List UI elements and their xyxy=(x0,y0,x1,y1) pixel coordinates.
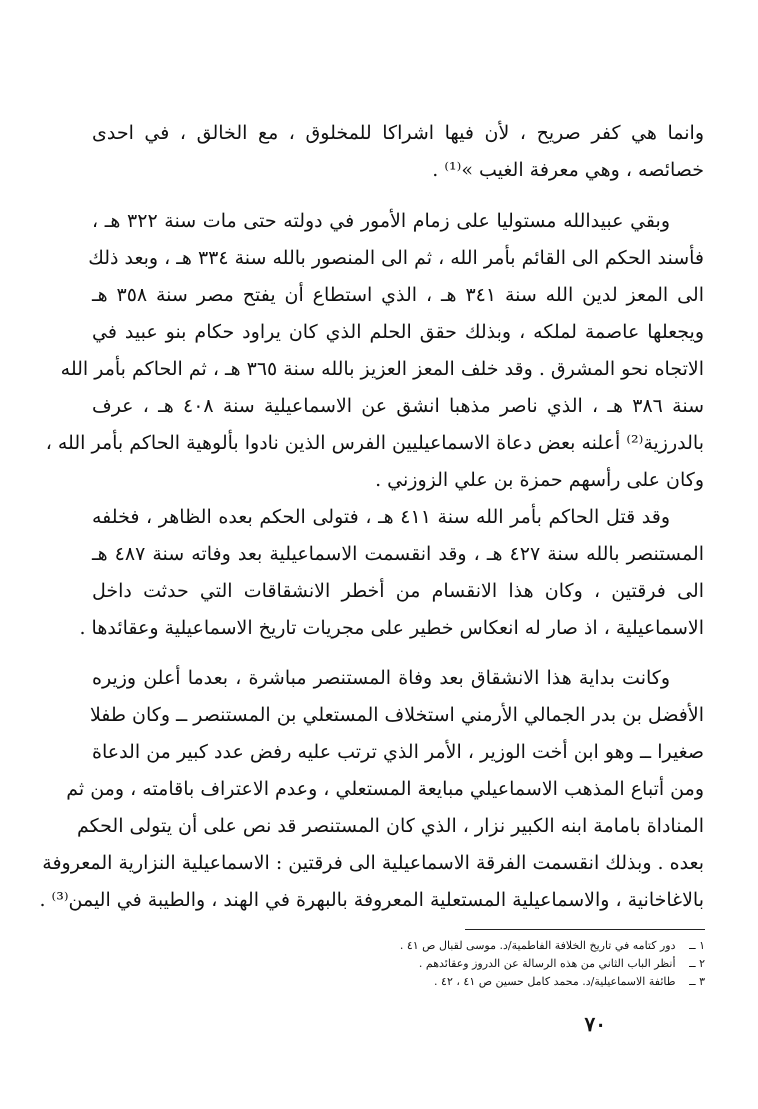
footnote-text: دور كتامه في تاريخ الخلافة الفاطمية/د. موسى لقبال ص ٤١ . xyxy=(399,939,676,952)
text-line: بالدرزية⁽²⁾ أعلنه بعض دعاة الاسماعيليين الفرس الذين نادوا بألوهية الحاكم بأمر الله ، xyxy=(45,432,704,454)
text-line: سنة ٣٨٦ هـ ، الذي ناصر مذهبا انشق عن الاسماعيلية سنة ٤٠٨ هـ ، عرف xyxy=(92,395,704,417)
text-line: وكانت بداية هذا الانشقاق بعد وفاة المستنصر مباشرة ، بعدما أعلن وزيره xyxy=(92,667,670,689)
text-line: الاتجاه نحو المشرق . وقد خلف المعز العزيز بالله سنة ٣٦٥ هـ ، ثم الحاكم بأمر الله xyxy=(60,358,704,380)
text-line: خصائصه ، وهي معرفة الغيب »⁽¹⁾ . xyxy=(432,159,704,181)
footnote-1 xyxy=(300,937,705,955)
text-line: وبقي عبيدالله مستوليا على زمام الأمور في دولته حتى مات سنة ٣٢٢ هـ ، xyxy=(92,210,670,232)
footnotes xyxy=(300,937,705,991)
paragraph-2 xyxy=(45,203,704,499)
text-line: الى المعز لدين الله سنة ٣٤١ هـ ، الذي استطاع أن يفتح مصر سنة ٣٥٨ هـ xyxy=(92,284,704,306)
text-line: المناداة بامامة ابنه الكبير نزار ، الذي كان المستنصر قد نص على أن يتولى الحكم xyxy=(77,815,704,837)
text-line: فأسند الحكم الى القائم بأمر الله ، ثم الى المنصور بالله سنة ٣٣٤ هـ ، وبعد ذلك xyxy=(88,247,704,269)
text-line: ويجعلها عاصمة لملكه ، وبذلك حقق الحلم الذي كان يراود حكام بنو عبيد في xyxy=(92,321,704,343)
footnote-2 xyxy=(300,955,705,973)
text-line: وكان على رأسهم حمزة بن علي الزوزني . xyxy=(375,469,704,491)
paragraph-3 xyxy=(79,499,704,647)
text-line: ومن أتباع المذهب الاسماعيلي مبايعة المستعلي ، وعدم الاعتراف باقامته ، ومن ثم xyxy=(66,778,704,800)
text-line: الأفضل بن بدر الجمالي الأرمني استخلاف المستعلي بن المستنصر ــ وكان طفلا xyxy=(89,704,704,726)
text-line: بعده . وبذلك انقسمت الفرقة الاسماعيلية الى فرقتين : الاسماعيلية النزارية المعروفة xyxy=(42,852,704,874)
text-line: بالاغاخانية ، والاسماعيلية المستعلية المعروفة بالبهرة في الهند ، والطيبة في اليمن⁽³⁾ . xyxy=(39,889,704,911)
paragraph-1 xyxy=(92,115,704,189)
footnote-number: ٢ ــ xyxy=(689,957,705,970)
footnote-text: طائفة الاسماعيلية/د. محمد كامل حسين ص ٤١ ، ٤٢ . xyxy=(434,975,676,988)
text-line: الى فرقتين ، وكان هذا الانقسام من أخطر الانشقاقات التي حدثت داخل xyxy=(92,580,704,602)
footnote-divider xyxy=(465,929,705,930)
paragraph-4 xyxy=(39,660,704,919)
text-line: وانما هي كفر صريح ، لأن فيها اشراكا للمخلوق ، مع الخالق ، في احدى xyxy=(92,122,704,144)
footnote-text: أنظر الباب الثاني من هذه الرسالة عن الدروز وعقائدهم . xyxy=(418,957,676,970)
footnote-number: ١ ــ xyxy=(689,939,705,952)
page-number: ٧٠ xyxy=(584,1012,606,1036)
text-line: وقد قتل الحاكم بأمر الله سنة ٤١١ هـ ، فتولى الحكم بعده الظاهر ، فخلفه xyxy=(92,506,670,528)
footnote-number: ٣ ــ xyxy=(689,975,705,988)
text-line: الاسماعيلية ، اذ صار له انعكاس خطير على مجريات تاريخ الاسماعيلية وعقائدها . xyxy=(79,617,704,639)
text-line: صغيرا ــ وهو ابن أخت الوزير ، الأمر الذي ترتب عليه رفض عدد كبير من الدعاة xyxy=(92,741,704,763)
footnote-3 xyxy=(300,973,705,991)
text-line: المستنصر بالله سنة ٤٢٧ هـ ، وقد انقسمت الاسماعيلية بعد وفاته سنة ٤٨٧ هـ xyxy=(92,543,704,565)
